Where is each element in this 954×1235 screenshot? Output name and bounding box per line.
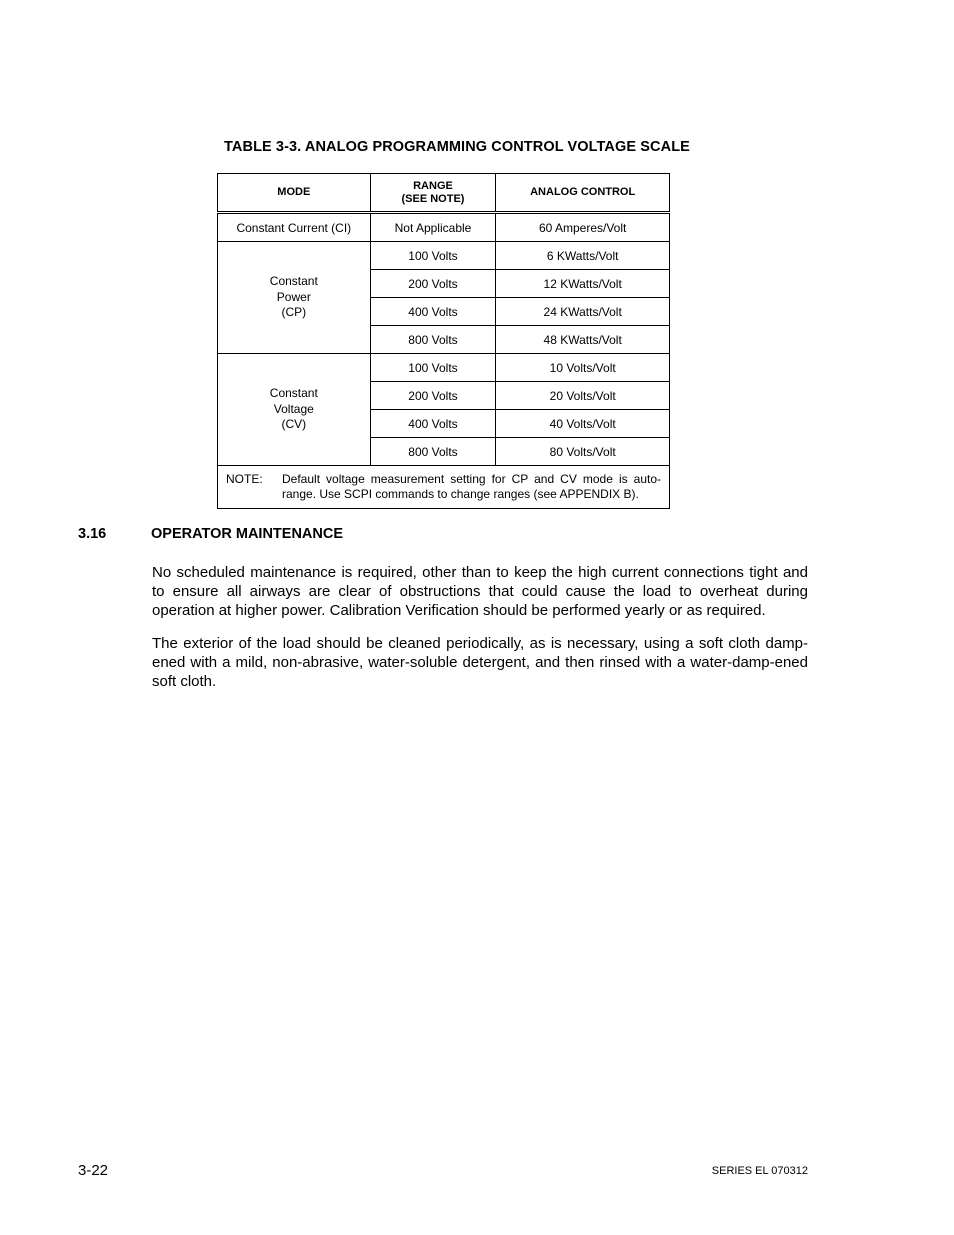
- control-cell: 24 KWatts/Volt: [496, 298, 670, 326]
- control-cell: 80 Volts/Volt: [496, 438, 670, 466]
- range-cell: 400 Volts: [370, 410, 496, 438]
- header-analog-control: ANALOG CONTROL: [496, 174, 670, 213]
- mode-cp-line: (CP): [281, 305, 307, 320]
- control-cell: 12 KWatts/Volt: [496, 270, 670, 298]
- table-row: [218, 354, 670, 382]
- range-cell: 800 Volts: [370, 438, 496, 466]
- control-cell: 40 Volts/Volt: [496, 410, 670, 438]
- table-title: TABLE 3-3. ANALOG PROGRAMMING CONTROL VOLTAGE SCALE: [224, 139, 690, 155]
- range-cell: 800 Volts: [370, 326, 496, 354]
- mode-cv-line: Voltage: [273, 401, 314, 416]
- control-cell: 48 KWatts/Volt: [496, 326, 670, 354]
- header-range: [370, 174, 496, 213]
- mode-ci: Constant Current (CI): [218, 213, 371, 242]
- mode-cp: [218, 242, 371, 354]
- note-label: NOTE:: [226, 471, 263, 486]
- mode-cv-line: (CV): [281, 417, 307, 432]
- note-cell: [218, 466, 670, 509]
- header-mode: MODE: [218, 174, 371, 213]
- range-cell: 200 Volts: [370, 382, 496, 410]
- section-title: OPERATOR MAINTENANCE: [151, 526, 343, 542]
- series-label: SERIES EL 070312: [711, 1165, 808, 1177]
- control-ci: 60 Amperes/Volt: [496, 213, 670, 242]
- page-number: 3-22: [78, 1162, 109, 1179]
- mode-cp-line: Constant: [269, 274, 318, 289]
- note-text: Default voltage measurement setting for CP and CV mode is auto-range. Use SCPI commands to change ranges (see APPENDIX B).: [282, 471, 661, 501]
- mode-cv: [218, 354, 371, 466]
- section-heading: [78, 526, 343, 542]
- analog-scale-table: [217, 173, 670, 509]
- table-row: [218, 242, 670, 270]
- control-cell: 20 Volts/Volt: [496, 382, 670, 410]
- range-cell: 200 Volts: [370, 270, 496, 298]
- table-note-row: [218, 466, 670, 509]
- range-cell: 100 Volts: [370, 354, 496, 382]
- mode-cp-line: Power: [276, 289, 311, 304]
- control-cell: 10 Volts/Volt: [496, 354, 670, 382]
- table-header-row: [218, 174, 670, 213]
- range-ci: Not Applicable: [370, 213, 496, 242]
- control-cell: 6 KWatts/Volt: [496, 242, 670, 270]
- mode-cv-line: Constant: [269, 386, 318, 401]
- section-number: 3.16: [78, 526, 107, 542]
- range-cell: 400 Volts: [370, 298, 496, 326]
- header-range-line2: (SEE NOTE): [401, 192, 465, 205]
- range-cell: 100 Volts: [370, 242, 496, 270]
- table-row-ci: [218, 213, 670, 242]
- header-range-line1: RANGE: [413, 179, 453, 192]
- maintenance-paragraph-2: The exterior of the load should be cleaned periodically, as is necessary, using a soft cloth damp-ened with a mild, non-abrasive, water-soluble detergent, and then rinsed with a water-damp-ened soft cloth.: [152, 635, 808, 690]
- maintenance-paragraph-1: No scheduled maintenance is required, other than to keep the high current connections tight and to ensure all airways are clear of obstructions that could cause the load to overheat during operation at higher power. Calibration Verification should be performed yearly or as required.: [152, 564, 808, 619]
